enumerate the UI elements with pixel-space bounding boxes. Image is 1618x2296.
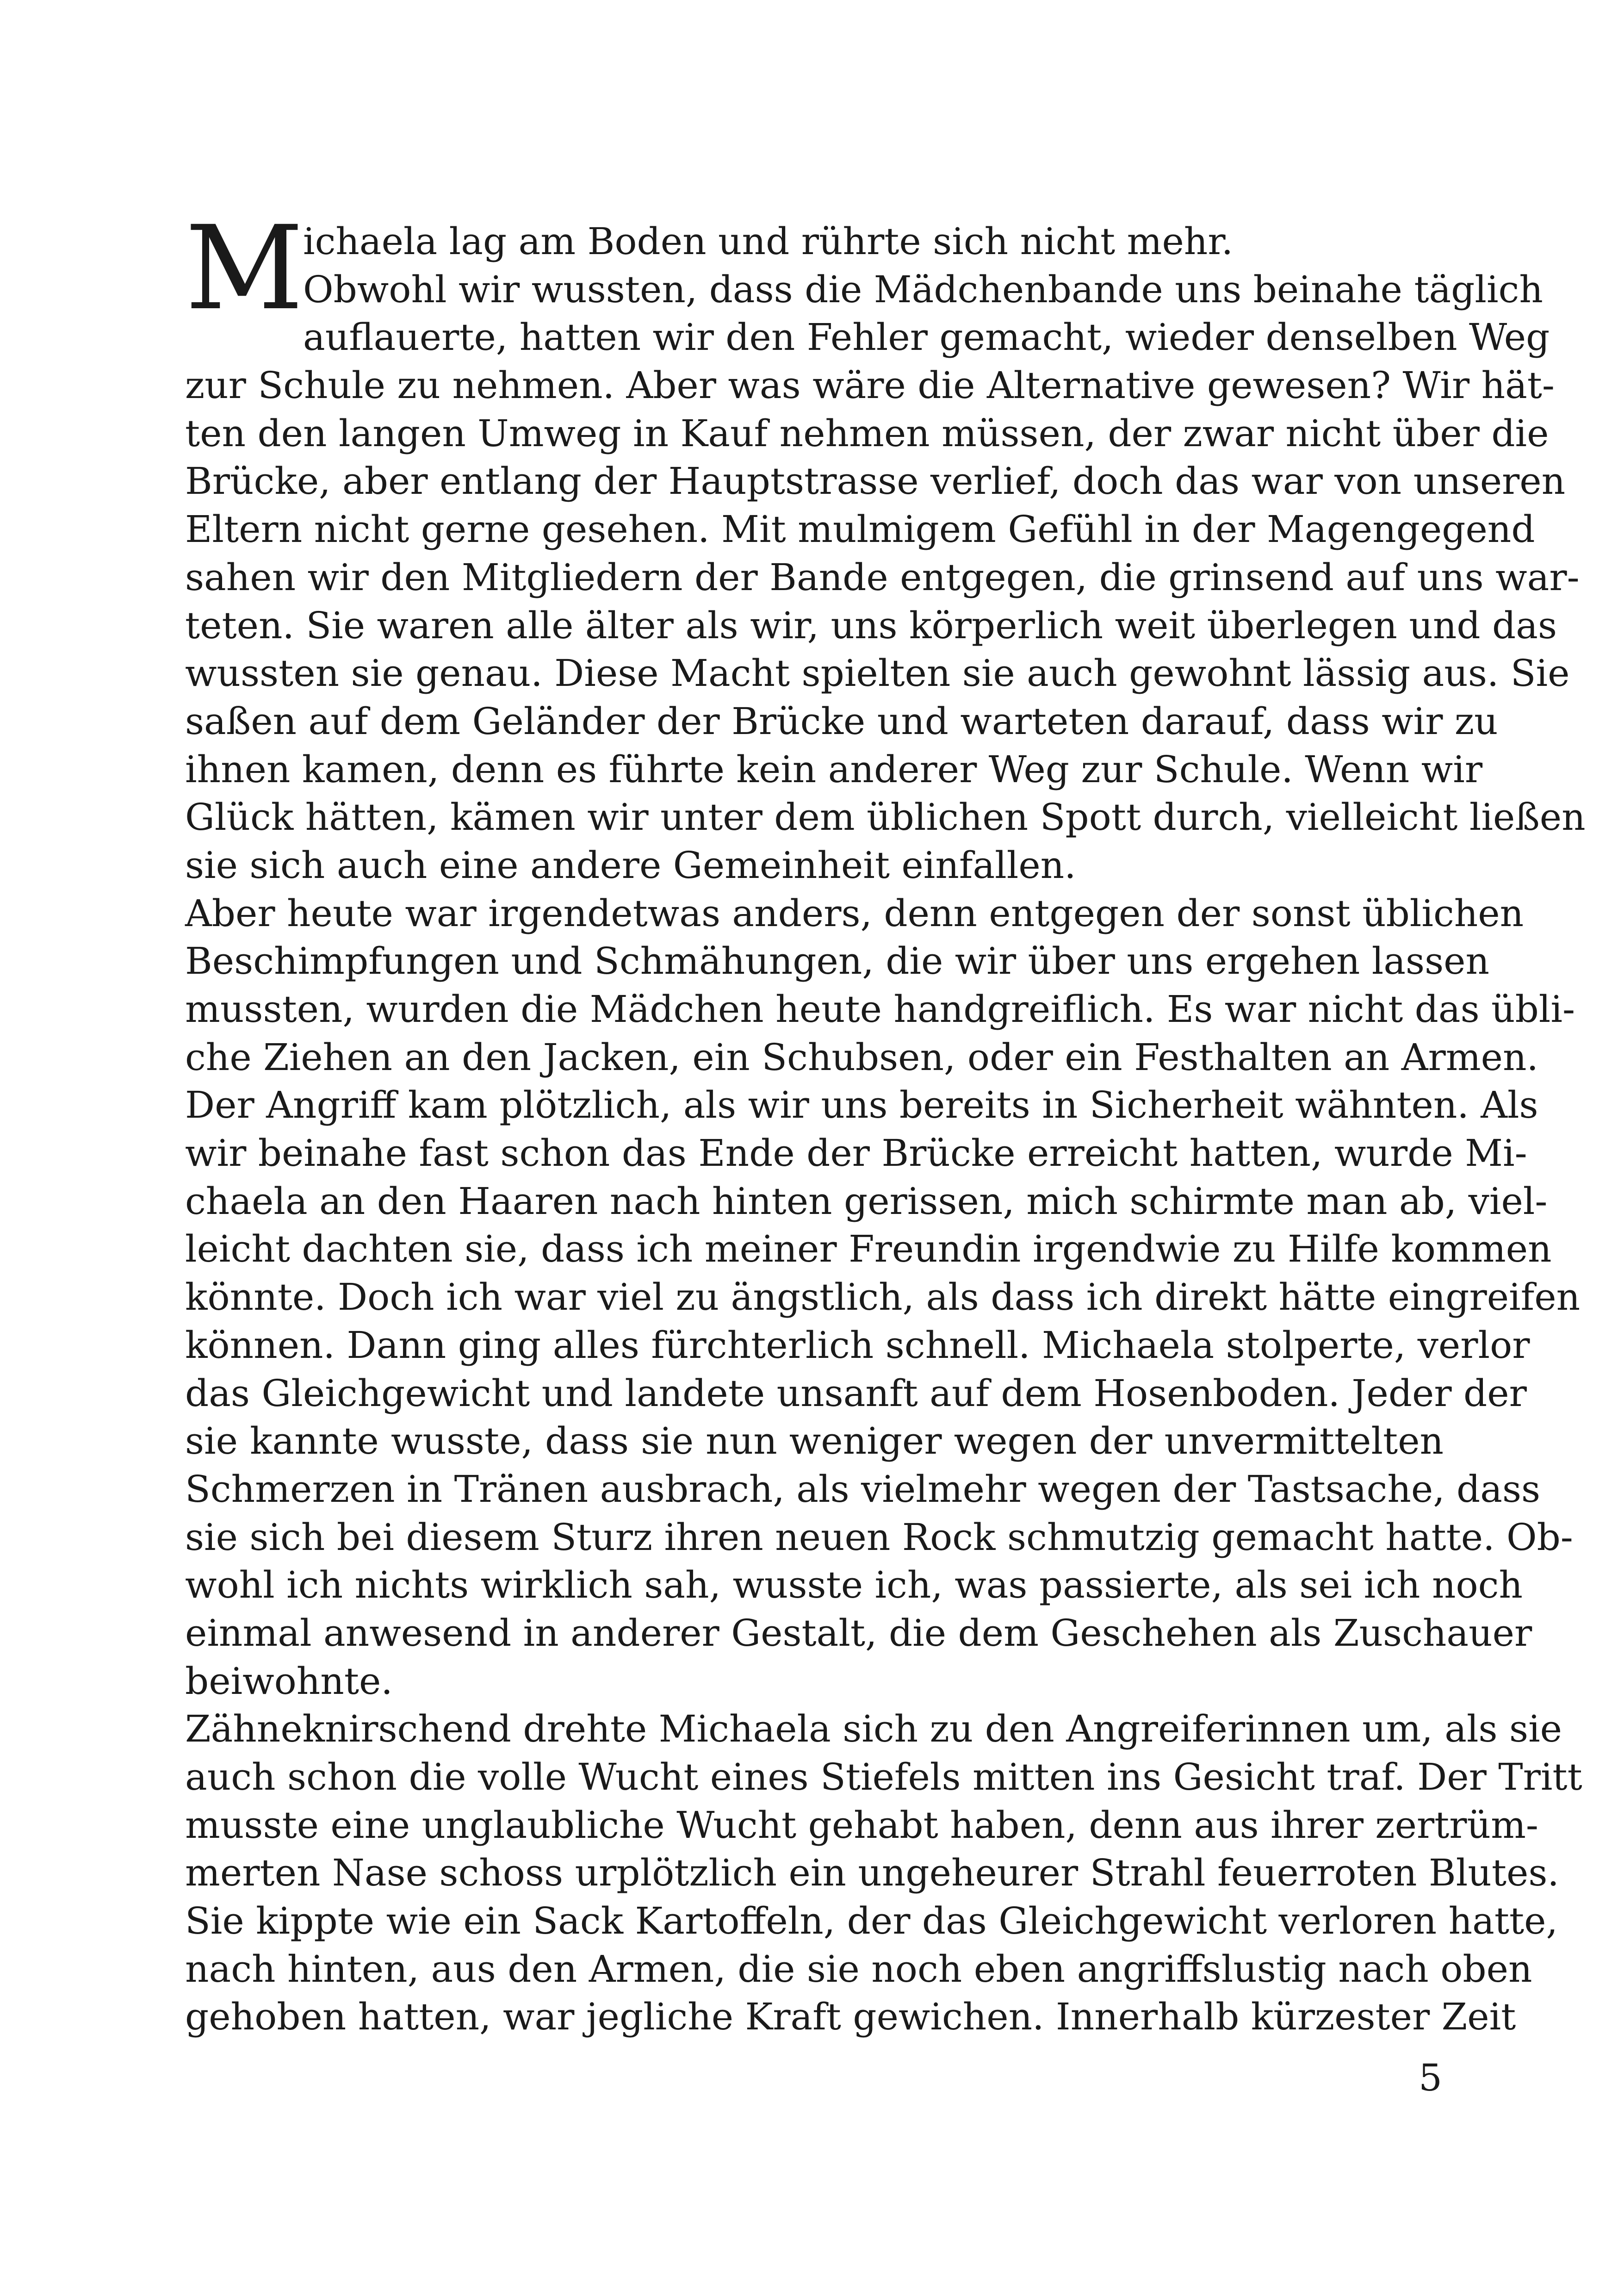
drop-cap: M <box>185 201 304 336</box>
body-text <box>185 218 1586 2041</box>
text-line: ten den langen Umweg in Kauf nehmen müssen, der zwar nicht über die <box>185 411 1549 455</box>
text-line: ihnen kamen, denn es führte kein anderer Weg zur Schule. Wenn wir <box>185 747 1483 791</box>
text-line: einmal anwesend in anderer Gestalt, die dem Geschehen als Zuschauer <box>185 1611 1532 1655</box>
text-line: chaela an den Haaren nach hinten gerissen, mich schirmte man ab, viel- <box>185 1179 1548 1223</box>
text-line: sie sich bei diesem Sturz ihren neuen Rock schmutzig gemacht hatte. Ob- <box>185 1515 1573 1559</box>
text-line: Brücke, aber entlang der Hauptstrasse verlief, doch das war von unseren <box>185 460 1566 503</box>
text-line: che Ziehen an den Jacken, ein Schubsen, oder ein Festhalten an Armen. <box>185 1035 1538 1079</box>
text-line: Eltern nicht gerne gesehen. Mit mulmigem Gefühl in der Magengegend <box>185 508 1535 551</box>
text-line: Der Angriff kam plötzlich, als wir uns bereits in Sicherheit wähnten. Als <box>185 1083 1538 1127</box>
text-line: ichaela lag am Boden und rührte sich nicht mehr. <box>303 220 1234 263</box>
text-line: nach hinten, aus den Armen, die sie noch eben angriffslustig nach oben <box>185 1947 1532 1991</box>
text-line: leicht dachten sie, dass ich meiner Freundin irgendwie zu Hilfe kommen <box>185 1227 1552 1271</box>
text-line: das Gleichgewicht und landete unsanft auf dem Hosenboden. Jeder der <box>185 1371 1527 1415</box>
text-line: zur Schule zu nehmen. Aber was wäre die Alternative gewesen? Wir hät- <box>185 364 1555 407</box>
text-line: musste eine unglaubliche Wucht gehabt haben, denn aus ihrer zertrüm- <box>185 1803 1538 1847</box>
text-line: Sie kippte wie ein Sack Kartoffeln, der das Gleichgewicht verloren hatte, <box>185 1899 1558 1943</box>
text-line: könnte. Doch ich war viel zu ängstlich, als dass ich direkt hätte eingreifen <box>185 1276 1581 1319</box>
text-line: wir beinahe fast schon das Ende der Brücke erreicht hatten, wurde Mi- <box>185 1132 1527 1175</box>
text-line: wohl ich nichts wirklich sah, wusste ich, was passierte, als sei ich noch <box>185 1563 1523 1607</box>
page-number: 5 <box>1419 2056 1442 2099</box>
text-line: auch schon die volle Wucht eines Stiefels mitten ins Gesicht traf. Der Tritt <box>185 1755 1582 1798</box>
text-line: Schmerzen in Tränen ausbrach, als vielmehr wegen der Tastsache, dass <box>185 1467 1541 1511</box>
text-line: auflauerte, hatten wir den Fehler gemacht, wieder denselben Weg <box>303 316 1550 359</box>
text-line: Obwohl wir wussten, dass die Mädchenbande uns beinahe täglich <box>303 268 1543 311</box>
text-line: merten Nase schoss urplötzlich ein ungeheurer Strahl feuerroten Blutes. <box>185 1851 1559 1895</box>
text-line: können. Dann ging alles fürchterlich schnell. Michaela stolperte, verlor <box>185 1323 1530 1367</box>
text-line: beiwohnte. <box>185 1659 393 1703</box>
text-line: sahen wir den Mitgliedern der Bande entgegen, die grinsend auf uns war- <box>185 555 1580 599</box>
text-line: mussten, wurden die Mädchen heute handgreiflich. Es war nicht das übli- <box>185 988 1575 1031</box>
text-line: Beschimpfungen und Schmähungen, die wir über uns ergehen lassen <box>185 940 1490 983</box>
text-line: Zähneknirschend drehte Michaela sich zu den Angreiferinnen um, als sie <box>185 1707 1562 1751</box>
text-line: wussten sie genau. Diese Macht spielten sie auch gewohnt lässig aus. Sie <box>185 652 1570 695</box>
text-line: sie sich auch eine andere Gemeinheit einfallen. <box>185 843 1076 887</box>
text-line: Glück hätten, kämen wir unter dem üblichen Spott durch, vielleicht ließen <box>185 796 1586 839</box>
text-line: saßen auf dem Geländer der Brücke und warteten darauf, dass wir zu <box>185 699 1498 743</box>
text-line: Aber heute war irgendetwas anders, denn entgegen der sonst üblichen <box>185 891 1524 935</box>
text-line: teten. Sie waren alle älter als wir, uns körperlich weit überlegen und das <box>185 604 1557 647</box>
text-line: gehoben hatten, war jegliche Kraft gewichen. Innerhalb kürzester Zeit <box>185 1995 1516 2039</box>
text-line: sie kannte wusste, dass sie nun weniger wegen der unvermittelten <box>185 1419 1444 1463</box>
